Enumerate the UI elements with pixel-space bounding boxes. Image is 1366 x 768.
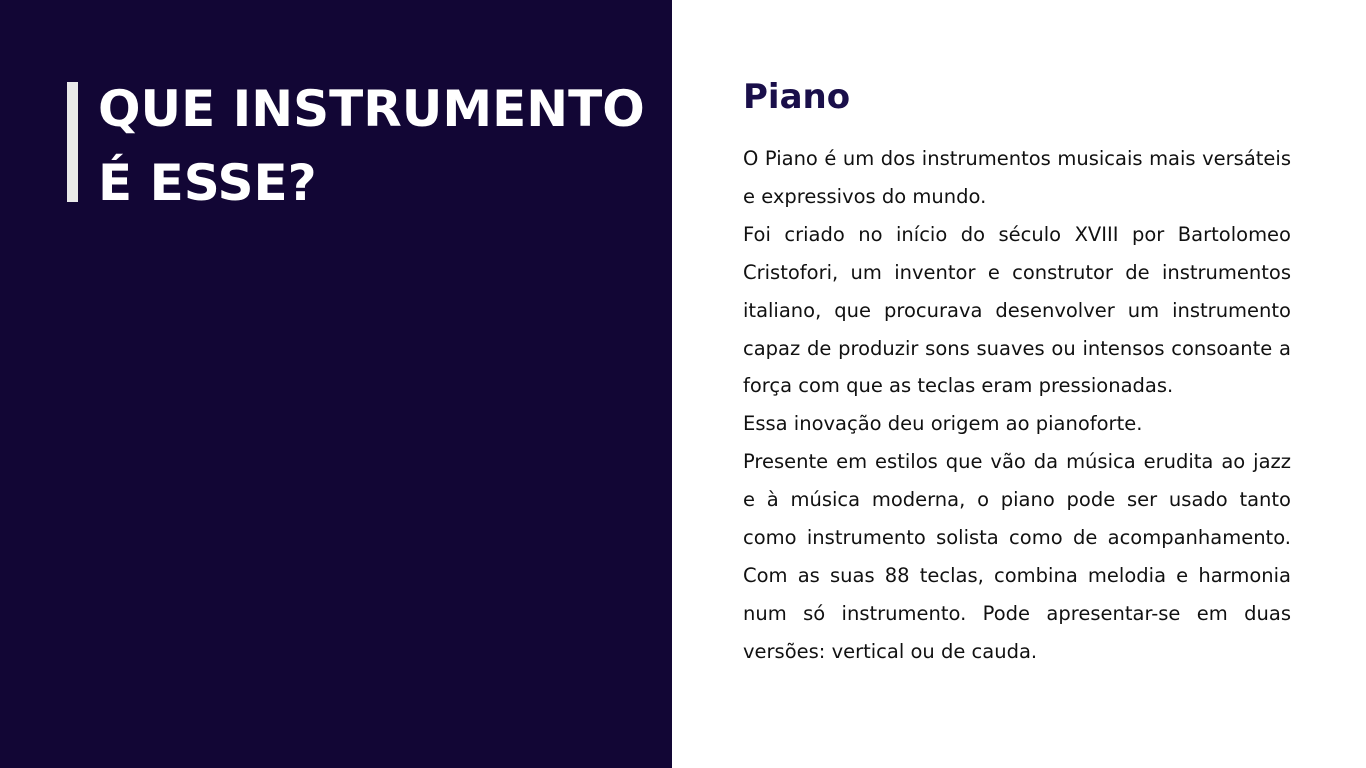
paragraph-pianoforte: Essa inovação deu origem ao pianoforte.	[743, 412, 1143, 436]
slide-heading	[98, 72, 658, 220]
paragraph-history: Foi criado no início do século XVIII por Bartolomeo Cristofori, um inventor e construtor de instrumentos italiano, que procurava desenvolver um instrumento capaz de produzir sons suaves ou intensos consoante a força com que as teclas eram pressionadas.	[743, 222, 1291, 398]
paragraph-intro: O Piano é um dos instrumentos musicais mais versáteis e expressivos do mundo.	[743, 147, 1291, 208]
topic-title: Piano	[743, 77, 851, 117]
heading-line-2: É ESSE?	[98, 154, 317, 212]
accent-bar	[67, 82, 78, 202]
left-panel	[0, 0, 672, 768]
right-panel	[672, 0, 1366, 768]
heading-line-1: QUE INSTRUMENTO	[98, 80, 645, 138]
paragraph-usage: Presente em estilos que vão da música erudita ao jazz e à música moderna, o piano pode ser usado tanto como instrumento solista como de acompanhamento. Com as suas 88 teclas, combina melodia e harmonia num só instrumento. Pode apresentar-se em duas versões: vertical ou de cauda.	[743, 450, 1291, 663]
body-text	[743, 140, 1291, 671]
